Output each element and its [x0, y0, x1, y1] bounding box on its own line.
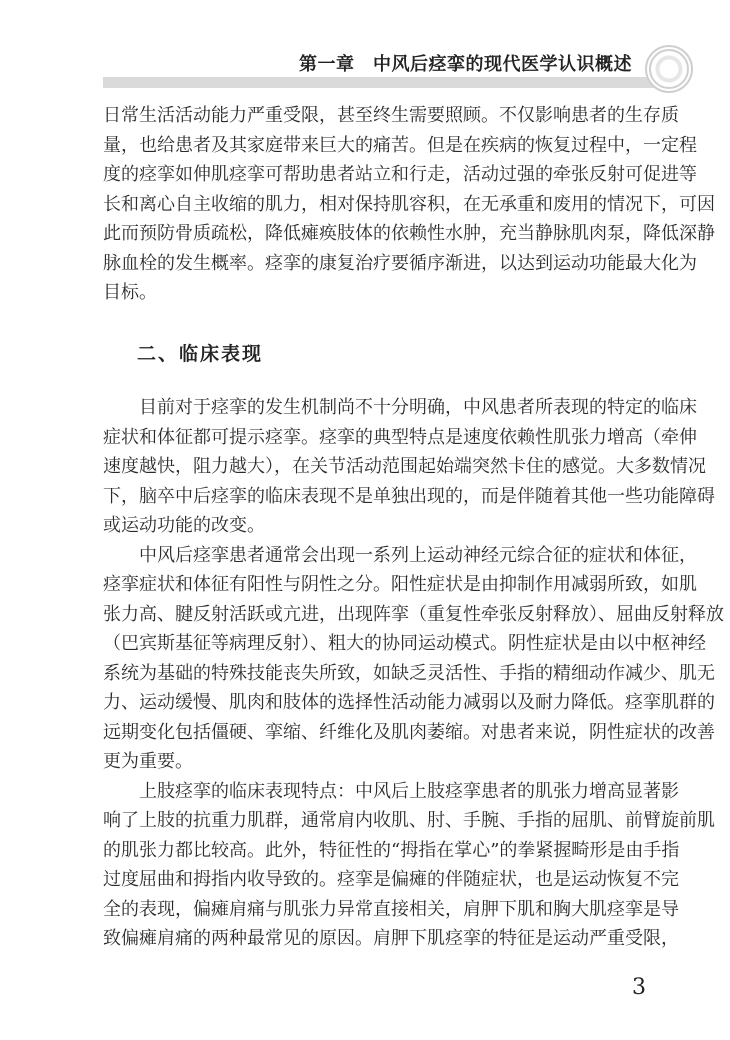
text-line: 痉挛症状和体征有阳性与阴性之分。阳性症状是由抑制作用减弱所致，如肌: [103, 574, 697, 595]
running-header: 第一章 中风后痉挛的现代医学认识概述: [299, 54, 632, 75]
text-line: 症状和体征都可提示痉挛。痉挛的典型特点是速度依赖性肌张力增高（牵伸: [103, 426, 697, 448]
text-line: （巴宾斯基征等病理反射）、粗大的协同运动模式。阴性症状是由以中枢神经: [103, 633, 706, 654]
text-line: 日常生活活动能力严重受限，甚至终生需要照顾。不仅影响患者的生存质: [103, 105, 679, 126]
paragraph-continued: [103, 101, 715, 308]
paragraph: [103, 393, 715, 541]
text-line: 此而预防骨质疏松，降低瘫痪肢体的依赖性水肿，充当静脉肌肉泵，降低深静: [103, 223, 715, 244]
section-body: [103, 393, 724, 954]
text-line: 过度屈曲和拇指内收导致的。痉挛是偏瘫的伴随症状，也是运动恢复不完: [103, 869, 679, 890]
text-line: 张力高、腱反射活跃或亢进，出现阵挛（重复性牵张反射释放）、屈曲反射释放: [103, 603, 724, 625]
text-line: 更为重要。: [103, 751, 193, 772]
text-line: 中风后痉挛患者通常会出现一系列上运动神经元综合征的症状和体征，: [139, 544, 697, 566]
text-line: 脉血栓的发生概率。痉挛的康复治疗要循序渐进，以达到运动功能最大化为: [103, 252, 697, 274]
paragraph: [103, 777, 715, 954]
text-line: 的肌张力都比较高。此外，特征性的“拇指在掌心”的拳紧握畸形是由手指: [103, 839, 680, 861]
text-line: 响了上肢的抗重力肌群，通常肩内收肌、肘、手腕、手指的屈肌、前臂旋前肌: [103, 810, 715, 831]
page-number: 3: [632, 975, 646, 1000]
text-line: 力、运动缓慢、肌肉和肢体的选择性活动能力减弱以及耐力降低。痉挛肌群的: [103, 692, 715, 713]
text-line: 目标。: [103, 282, 157, 303]
paragraph: [103, 541, 724, 777]
text-line: 或运动功能的改变。: [103, 515, 265, 536]
text-line: 致偏瘫肩痛的两种最常见的原因。肩胛下肌痉挛的特征是运动严重受限，: [103, 928, 679, 949]
text-line: 系统为基础的特殊技能丧失所致，如缺乏灵活性、手指的精细动作减少、肌无: [103, 662, 715, 684]
text-line: 长和离心自主收缩的肌力，相对保持肌容积，在无承重和废用的情况下，可因: [103, 193, 715, 215]
text-line: 下，脑卒中后痉挛的临床表现不是单独出现的，而是伴随着其他一些功能障碍: [103, 485, 715, 507]
header-bar: [103, 77, 683, 88]
text-line: 量，也给患者及其家庭带来巨大的痛苦。但是在疾病的恢复过程中，一定程: [103, 134, 697, 156]
ornament-icon: [645, 45, 693, 93]
text-line: 目前对于痉挛的发生机制尚不十分明确，中风患者所表现的特定的临床: [139, 397, 697, 418]
text-line: 度的痉挛如伸肌痉挛可帮助患者站立和行走，活动过强的牵张反射可促进等: [103, 164, 697, 185]
text-line: 上肢痉挛的临床表现特点：中风后上肢痉挛患者的肌张力增高显著影: [139, 780, 679, 802]
text-line: 全的表现，偏瘫肩痛与肌张力异常直接相关，肩胛下肌和胸大肌痉挛是导: [103, 898, 679, 920]
section-heading: 二、临床表现: [137, 343, 264, 365]
text-line: 速度越快，阻力越大），在关节活动范围起始端突然卡住的感觉。大多数情况: [103, 456, 706, 477]
text-line: 远期变化包括僵硬、挛缩、纤维化及肌肉萎缩。对患者来说，阴性症状的改善: [103, 721, 715, 743]
